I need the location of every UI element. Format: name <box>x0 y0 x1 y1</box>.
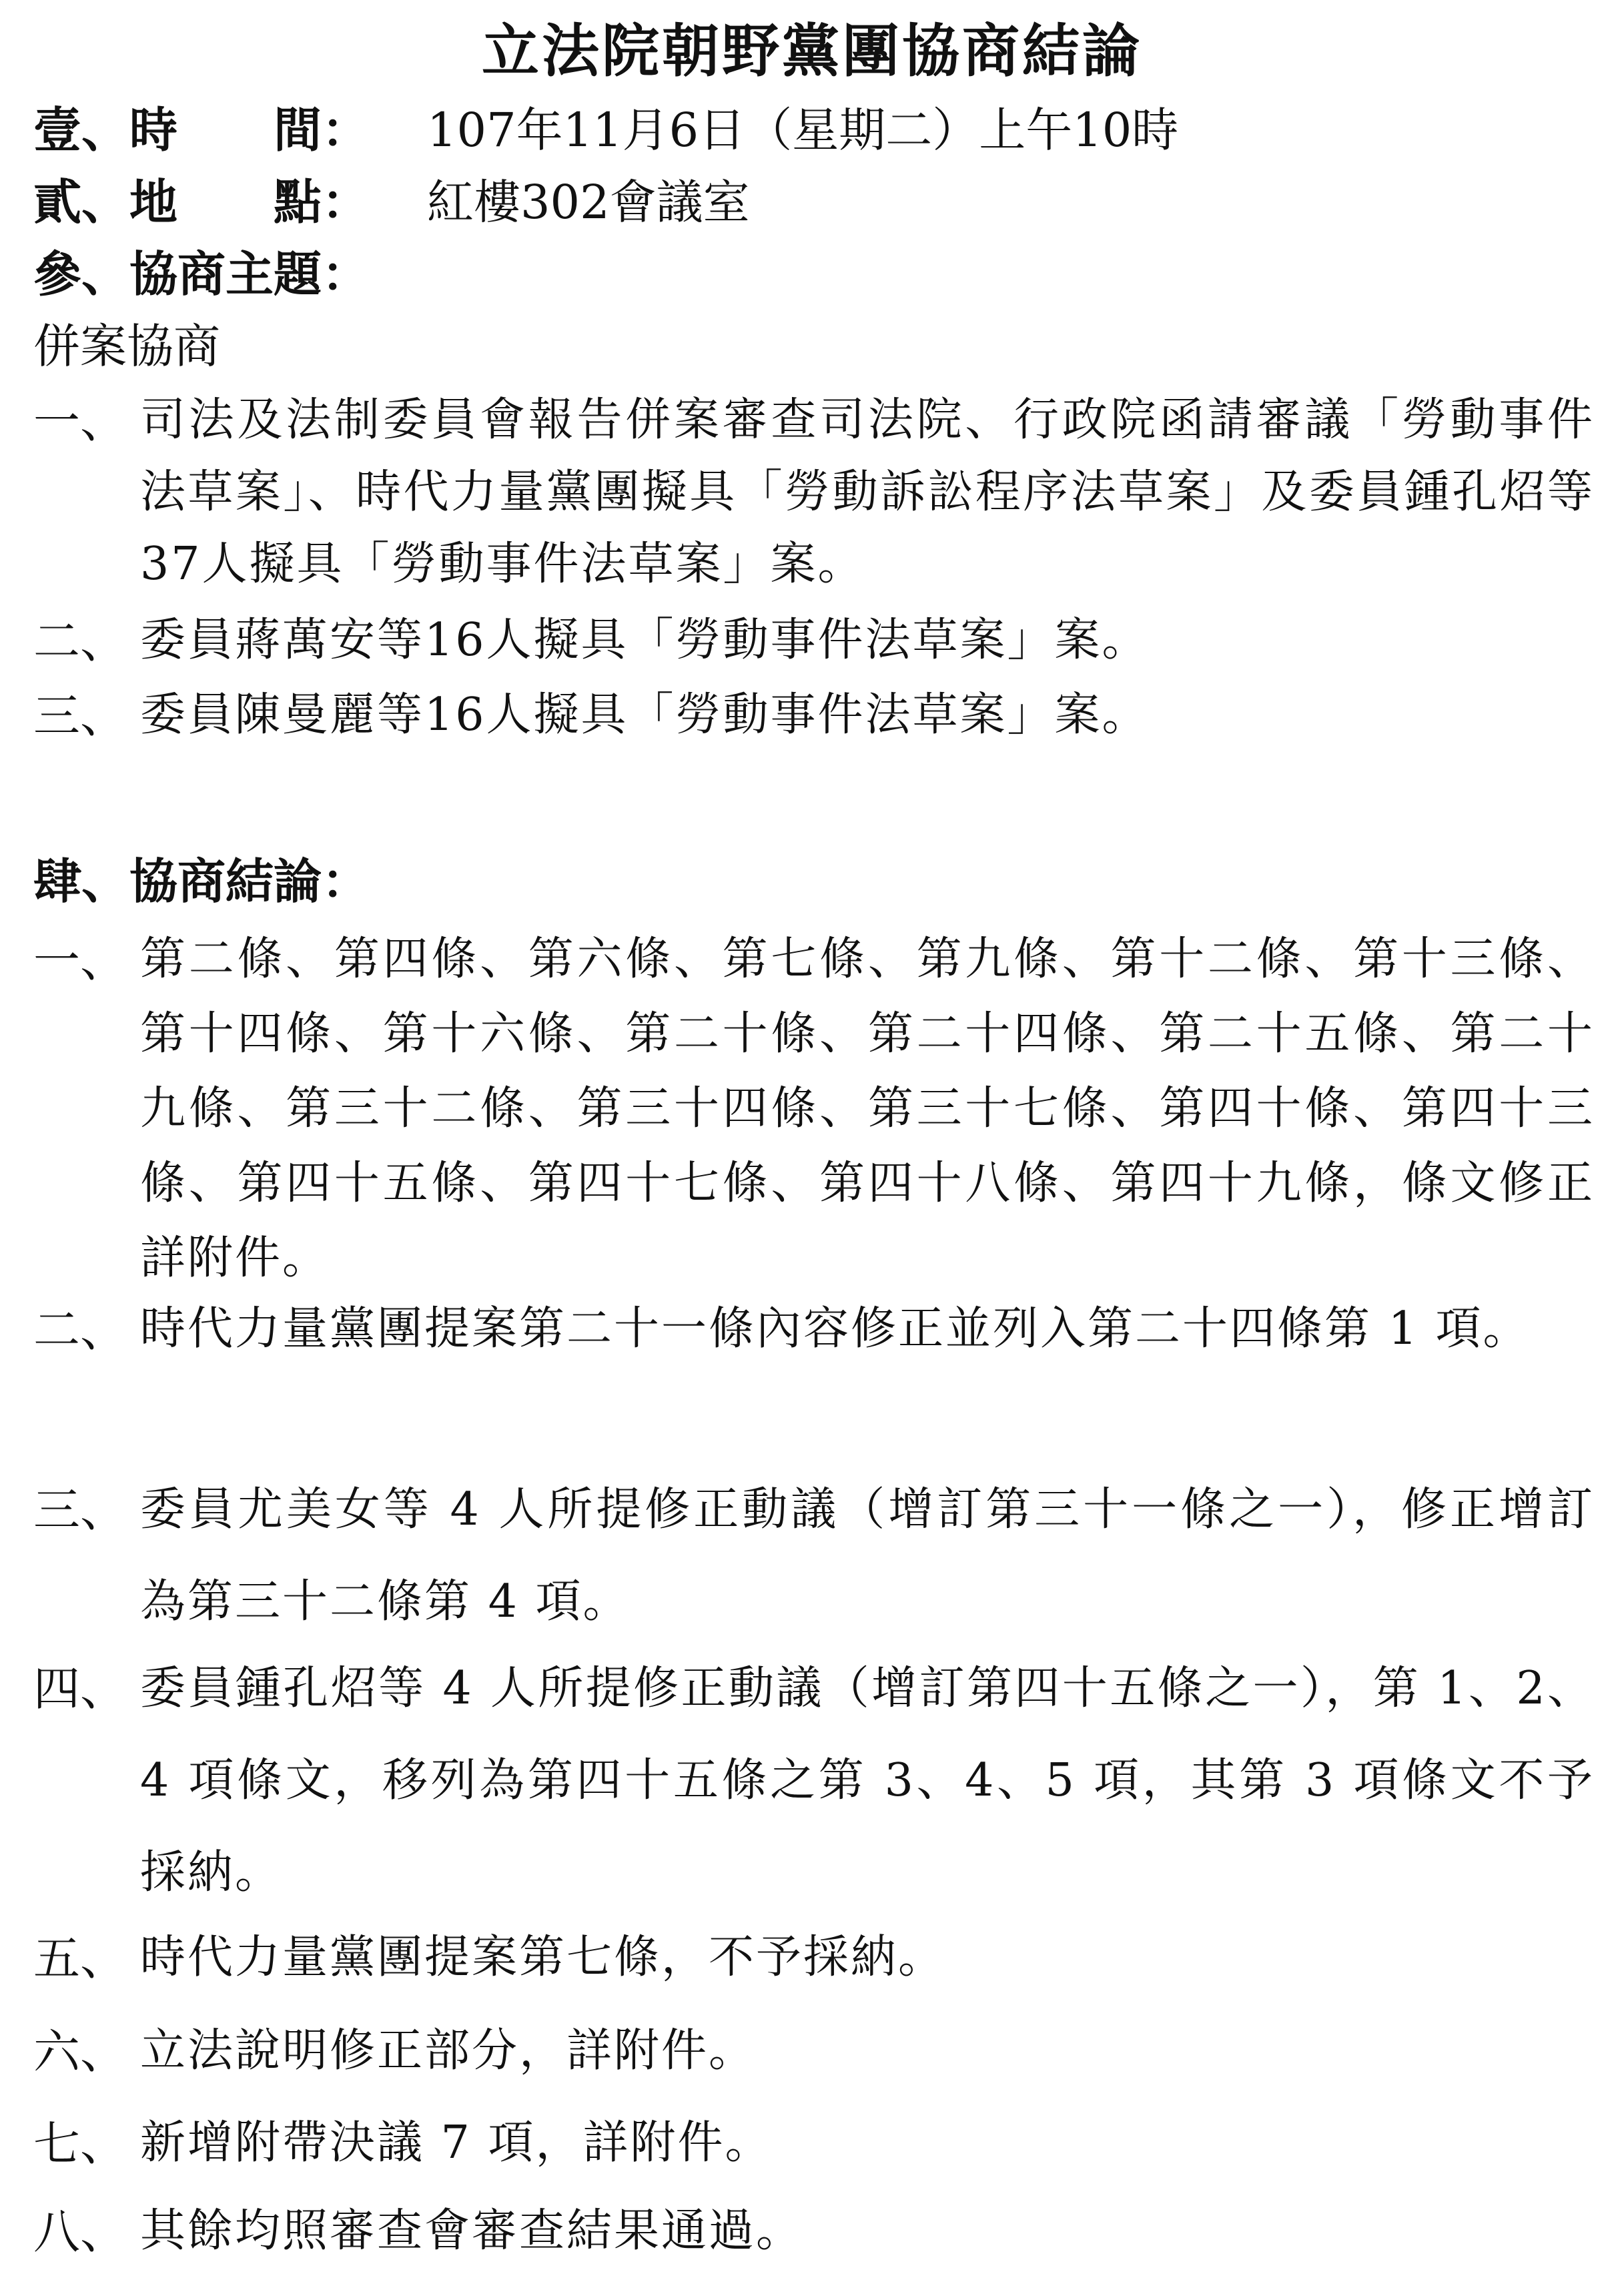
topic-item-2-num: 二、 <box>33 614 127 669</box>
place-value: 紅樓302會議室 <box>427 175 750 230</box>
conclusion-item-2-num: 二、 <box>33 1302 127 1357</box>
place-label: 貳、地 點： <box>33 173 370 230</box>
conclusion-item-8-text: 其餘均照審查會審查結果通過。 <box>140 2205 804 2257</box>
topic-item-1-text: 司法及法制委員會報告併案審查司法院、行政院函請審議「勞動事件法草案」、時代力量黨團擬具「勞動訴訟程序法草案」及委員鍾孔炤等37人擬具「勞動事件法草案」案。 <box>140 394 1595 591</box>
conclusion-item-1-text: 第二條、第四條、第六條、第七條、第九條、第十二條、第十三條、第十四條、第十六條、第二十條、第二十四條、第二十五條、第二十九條、第三十二條、第三十四條、第三十七條、第四十條、第四十三條、第四十五條、第四十七條、第四十八條、第四十九條，條文修正詳附件。 <box>140 933 1595 1284</box>
conclusion-item-3-text: 委員尤美女等 4 人所提修正動議（增訂第三十一條之一），修正增訂為第三十二條第 4 項。 <box>140 1483 1595 1628</box>
conclusion-item-8-num: 八、 <box>33 2205 127 2259</box>
conclusion-item-4-text: 委員鍾孔炤等 4 人所提修正動議（增訂第四十五條之一），第 1、2、4 項條文，移列為第四十五條之第 3、4、5 項，其第 3 項條文不予採納。 <box>140 1662 1595 1899</box>
document-title: 立法院朝野黨團協商結論 <box>482 17 1142 85</box>
topic-item-2-text: 委員蔣萬安等16人擬具「勞動事件法草案」案。 <box>140 614 1150 667</box>
time-value: 107年11月6日（星期二）上午10時 <box>427 103 1179 157</box>
conclusion-item-6-text: 立法說明修正部分，詳附件。 <box>140 2024 757 2077</box>
conclusion-item-7-num: 七、 <box>33 2117 127 2171</box>
conclusion-item-5-text: 時代力量黨團提案第七條，不予採納。 <box>140 1931 946 1984</box>
topic-item-3-text: 委員陳曼麗等16人擬具「勞動事件法草案」案。 <box>140 689 1150 741</box>
topic-item-3-num: 三、 <box>33 689 127 743</box>
time-label: 壹、時 間： <box>33 101 370 158</box>
topic-item-1-num: 一、 <box>33 394 127 448</box>
conclusion-item-7-text: 新增附帶決議 7 項，詳附件。 <box>140 2117 773 2169</box>
conclusion-item-3-num: 三、 <box>33 1483 127 1537</box>
conclusion-item-4-num: 四、 <box>33 1661 127 1716</box>
topic-subhead: 併案協商 <box>33 319 220 374</box>
conclusion-item-6-num: 六、 <box>33 2024 127 2079</box>
conclusion-item-1-num: 一、 <box>33 933 127 988</box>
conclusion-label: 肆、協商結論： <box>33 853 370 909</box>
topic-label: 參、協商主題： <box>33 246 370 302</box>
conclusion-item-5-num: 五、 <box>33 1931 127 1986</box>
conclusion-item-2-text: 時代力量黨團提案第二十一條內容修正並列入第二十四條第 1 項。 <box>140 1302 1531 1355</box>
